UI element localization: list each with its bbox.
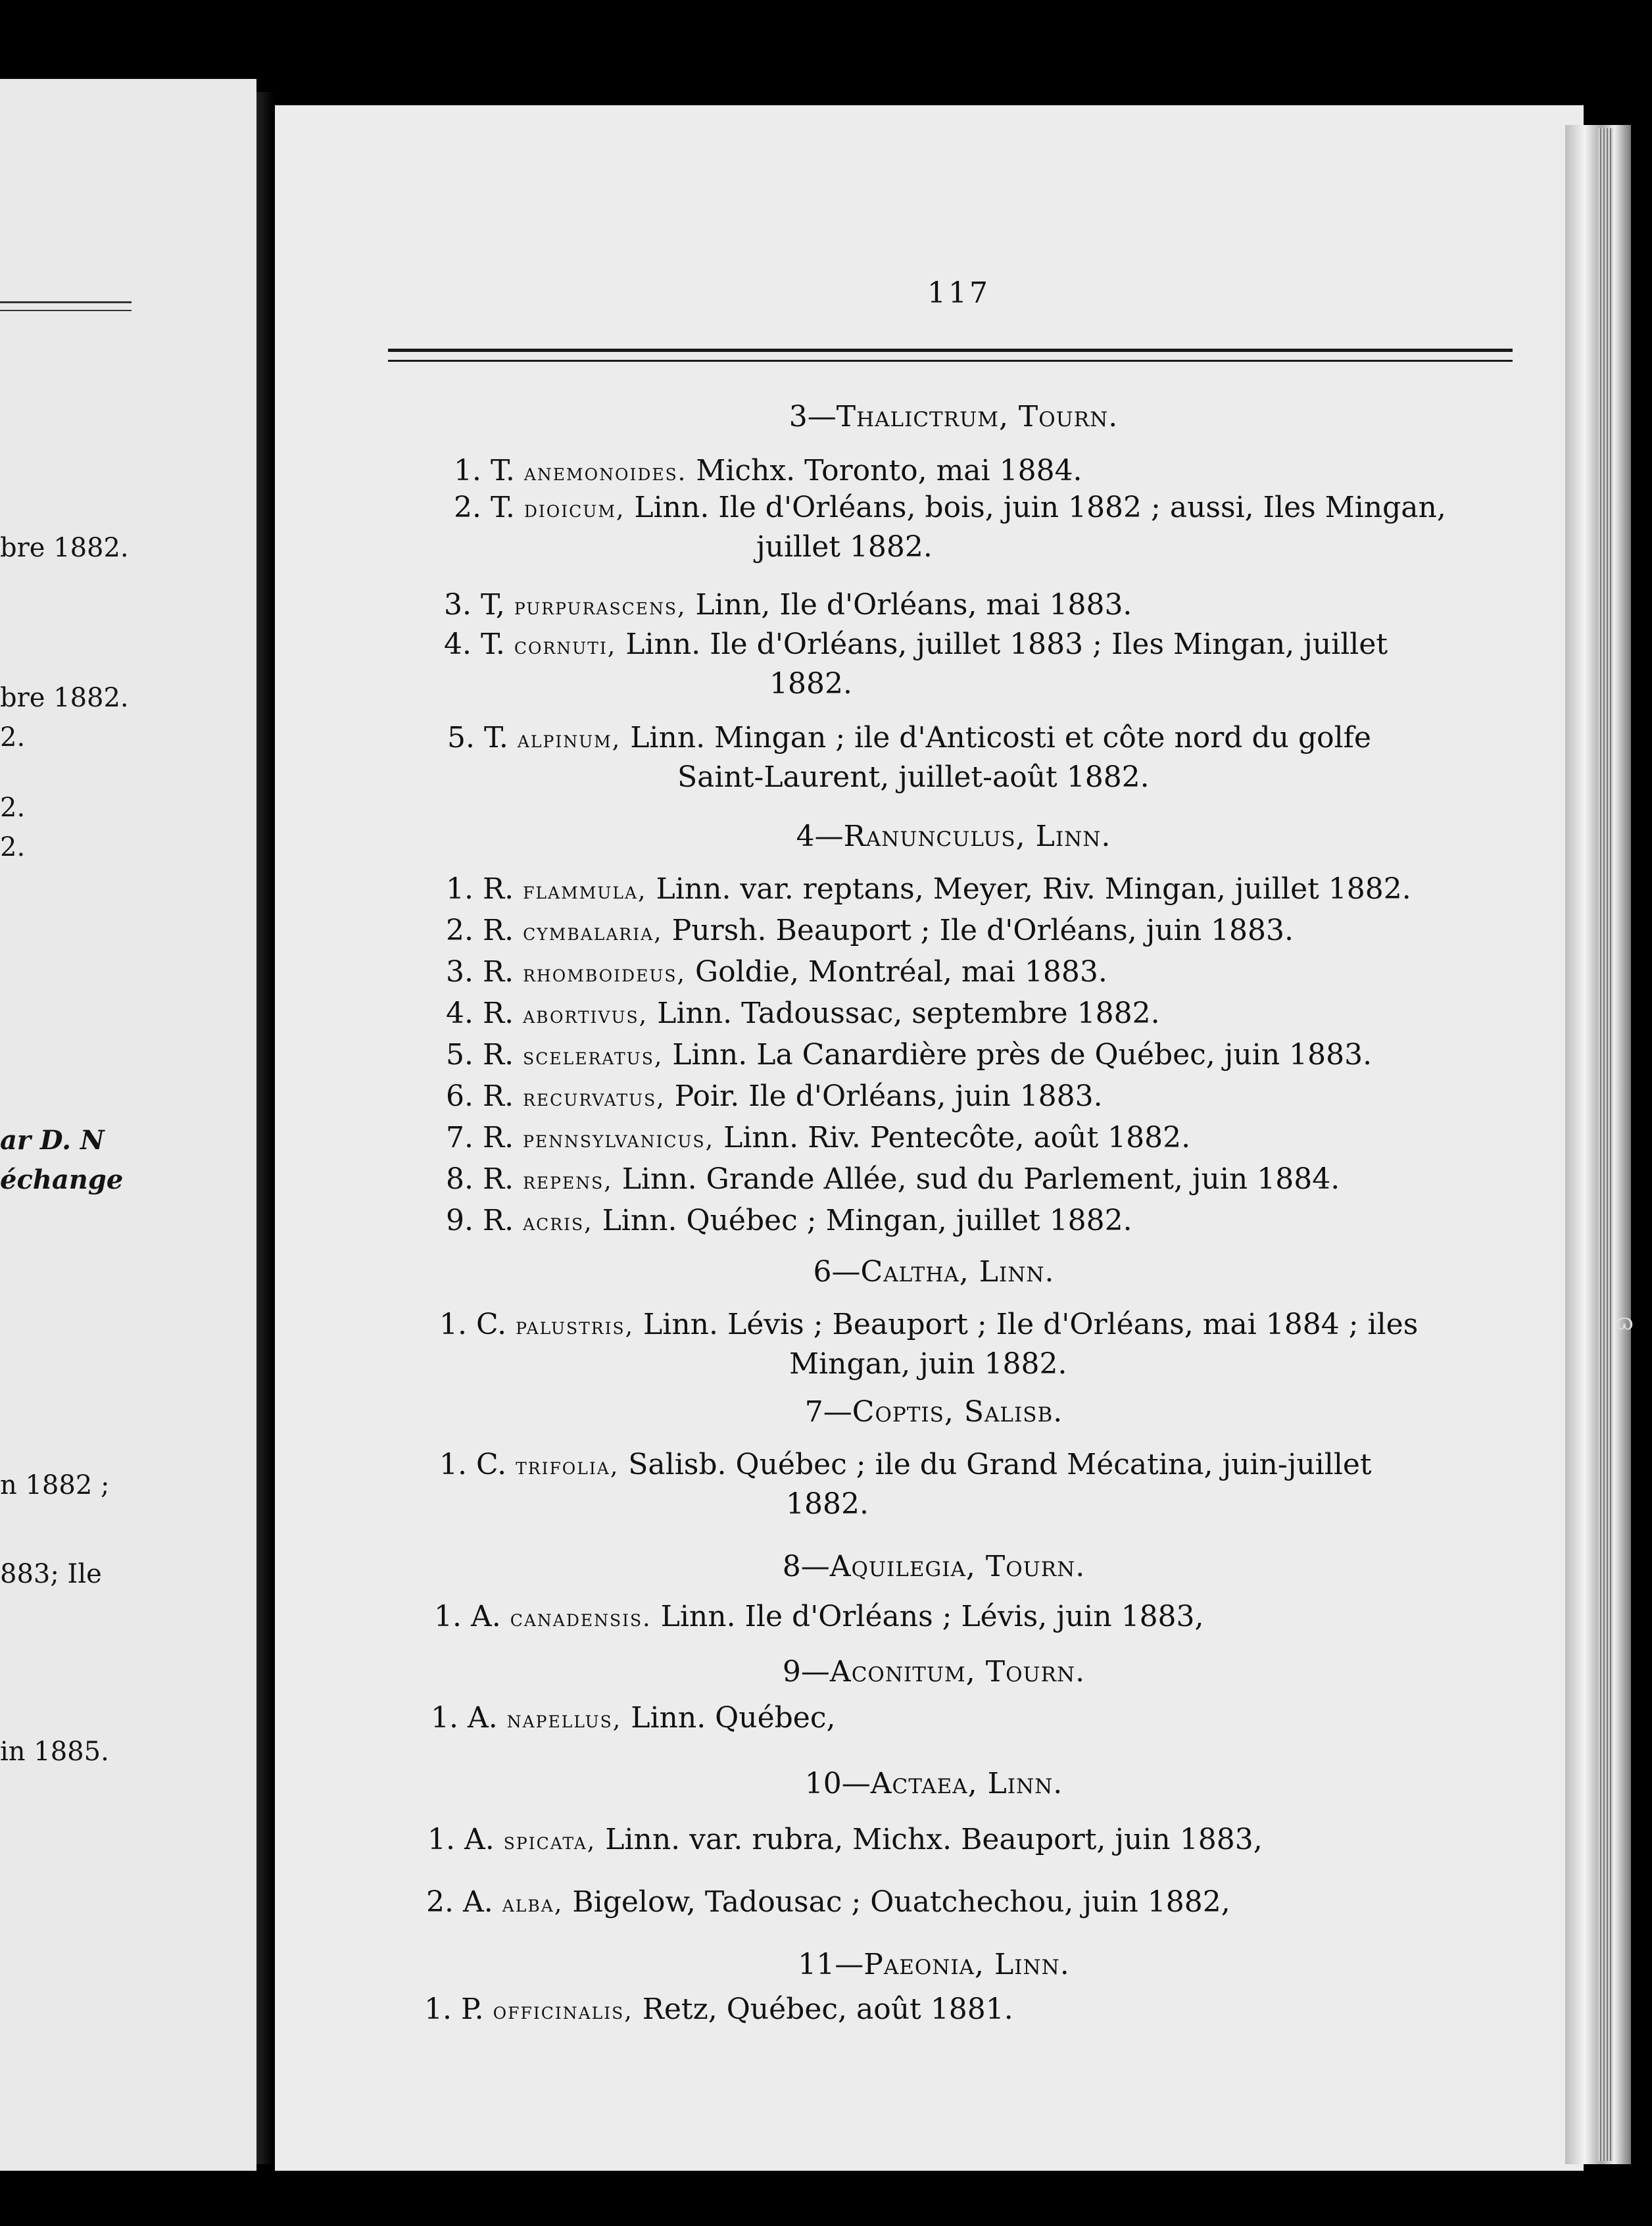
entry-genus-abbr: T. [490, 491, 515, 524]
page-number: 117 [927, 276, 990, 310]
entry-continuation: Saint-Laurent, juillet-août 1882. [677, 760, 1150, 794]
entry-number: 1. [446, 872, 474, 906]
page-stack-edge [1598, 128, 1613, 2161]
species-entry [446, 999, 1160, 1028]
entry-continuation: 1882. [769, 667, 852, 701]
species-entry [426, 1885, 1230, 1919]
entry-genus-abbr: C. [475, 1448, 507, 1481]
entry-continuation: Mingan, juin 1882. [789, 1347, 1067, 1381]
species-entry [444, 630, 1388, 659]
genus-authority: , Salisb. [944, 1395, 1063, 1429]
genus-name: Paeonia [863, 1948, 975, 1981]
previous-page-fragment: in 1885. [0, 1737, 109, 1767]
previous-page [0, 79, 256, 2171]
entry-number: 2. [446, 914, 474, 947]
species-entry [447, 721, 1371, 754]
entry-genus-abbr: A. [470, 1600, 501, 1633]
genus-number: 10— [804, 1767, 871, 1800]
entry-details: Linn. var. rubra, Michx. Beauport, juin 1883, [605, 1823, 1263, 1856]
species-entry [444, 588, 1132, 622]
entry-species-name: trifolia, [516, 1453, 620, 1480]
previous-page-fragment: 883; Ile [0, 1559, 102, 1589]
genus-authority: , Tourn. [965, 1655, 1086, 1689]
entry-genus-abbr: T, [480, 588, 505, 622]
entry-species-name: alba, [502, 1891, 564, 1917]
genus-name: Aquilegia [829, 1550, 966, 1583]
entry-species-name: abortivus, [523, 1002, 648, 1029]
entry-species-name: repens, [523, 1168, 613, 1195]
entry-details: Salisb. Québec ; ile du Grand Mécatina, juin-juillet [628, 1448, 1372, 1481]
species-entry [439, 1450, 1372, 1479]
genus-number: 6— [813, 1255, 861, 1289]
entry-genus-abbr: T. [483, 721, 508, 754]
entry-genus-abbr: R. [482, 997, 514, 1030]
previous-page-fragment: 2. [0, 793, 26, 823]
genus-authority: , Linn. [975, 1948, 1070, 1981]
entry-species-name: alpinum, [517, 726, 621, 753]
entry-details: Pursh. Beauport ; Ile d'Orléans, juin 1883. [671, 914, 1294, 947]
entry-species-name: pennsylvanicus, [523, 1126, 715, 1153]
entry-species-name: dioicum, [523, 496, 625, 523]
entry-details: Linn. Ile d'Orléans, juillet 1883 ; Iles Mingan, juillet [625, 628, 1388, 661]
entry-number: 1. [431, 1701, 458, 1735]
genus-number: 8— [782, 1550, 830, 1583]
entry-genus-abbr: R. [482, 955, 514, 989]
species-entry [427, 1825, 1263, 1854]
genus-authority: , Tourn. [965, 1550, 1086, 1583]
genus-heading [783, 1552, 1086, 1581]
genus-number: 7— [804, 1395, 852, 1429]
previous-page-fragment: échange [0, 1164, 124, 1195]
entry-number: 1. [434, 1600, 462, 1633]
margin-mark: ɷ [1615, 1309, 1634, 1335]
species-entry [439, 1310, 1418, 1339]
entry-species-name: rhomboideus, [523, 960, 686, 987]
entry-number: 3. [444, 588, 472, 622]
entry-species-name: recurvatus, [523, 1085, 666, 1112]
species-entry [446, 1038, 1373, 1072]
previous-page-fragment: 2. [0, 722, 26, 753]
entry-genus-abbr: R. [482, 1121, 514, 1154]
entry-species-name: sceleratus, [523, 1043, 664, 1070]
previous-page-fragment: bre 1882. [0, 533, 129, 563]
entry-details: Linn. var. reptans, Meyer, Riv. Mingan, juillet 1882. [656, 872, 1411, 906]
entry-number: 3. [446, 955, 474, 989]
genus-number: 9— [782, 1655, 830, 1689]
genus-name: Aconitum [829, 1655, 966, 1689]
entry-details: Linn. Tadoussac, septembre 1882. [657, 997, 1160, 1030]
entry-number: 1. [454, 454, 481, 487]
entry-details: Retz, Québec, août 1881. [642, 1992, 1013, 2026]
genus-name: Coptis [852, 1395, 944, 1429]
entry-details: Linn. Québec ; Mingan, juillet 1882. [602, 1204, 1132, 1237]
entry-species-name: napellus, [506, 1706, 622, 1733]
genus-name: Ranunculus [843, 820, 1016, 853]
entry-species-name: canadensis. [510, 1605, 652, 1632]
entry-species-name: spicata, [503, 1828, 596, 1855]
entry-number: 9. [446, 1204, 474, 1237]
species-entry [454, 454, 1082, 487]
previous-page-fragment: bre 1882. [0, 683, 129, 713]
entry-genus-abbr: R. [482, 1038, 514, 1072]
entry-details: Linn. Lévis ; Beauport ; Ile d'Orléans, mai 1884 ; iles [643, 1308, 1419, 1341]
previous-page-fragment: n 1882 ; [0, 1470, 110, 1500]
genus-number: 11— [798, 1948, 864, 1981]
previous-page-fragment: 2. [0, 832, 26, 862]
entry-details: Goldie, Montréal, mai 1883. [694, 955, 1107, 989]
entry-number: 8. [446, 1162, 474, 1196]
entry-species-name: cymbalaria, [523, 919, 663, 946]
species-entry [434, 1602, 1204, 1631]
entry-species-name: anemonoides. [523, 459, 687, 486]
entry-species-name: palustris, [516, 1313, 635, 1340]
entry-number: 1. [439, 1448, 467, 1481]
genus-heading [789, 400, 1119, 433]
entry-number: 5. [447, 721, 475, 754]
entry-species-name: officinalis, [493, 1998, 633, 2025]
entry-number: 5. [446, 1038, 474, 1072]
entry-number: 6. [446, 1079, 474, 1113]
species-entry [424, 1992, 1013, 2026]
genus-name: Caltha [860, 1255, 960, 1289]
entry-species-name: acris, [523, 1209, 593, 1236]
genus-heading [813, 1255, 1055, 1289]
entry-number: 7. [446, 1121, 474, 1154]
entry-details: Bigelow, Tadousac ; Ouatchechou, juin 1882, [572, 1885, 1230, 1919]
species-entry [454, 493, 1446, 522]
genus-authority: , Linn. [967, 1767, 1063, 1800]
gutter-shadow [256, 92, 274, 2164]
entry-number: 2. [454, 491, 481, 524]
entry-number: 2. [426, 1885, 454, 1919]
entry-number: 4. [446, 997, 474, 1030]
genus-authority: , Linn. [1015, 820, 1111, 853]
genus-heading [798, 1950, 1069, 1979]
entry-species-name: flammula, [523, 878, 647, 904]
entry-details: Linn. Ile d'Orléans ; Lévis, juin 1883, [660, 1600, 1204, 1633]
species-entry [446, 955, 1107, 989]
entry-genus-abbr: T. [480, 628, 505, 661]
entry-number: 1. [439, 1308, 467, 1341]
genus-heading [805, 1769, 1063, 1798]
entry-details: Linn. Grande Allée, sud du Parlement, juin 1884. [621, 1162, 1340, 1196]
entry-genus-abbr: C. [475, 1308, 507, 1341]
previous-page-rule [0, 301, 132, 311]
entry-genus-abbr: P. [460, 1992, 484, 2026]
entry-species-name: purpurascens, [514, 593, 687, 620]
entry-species-name: cornuti, [514, 633, 617, 660]
genus-name: Thalictrum [836, 400, 999, 433]
genus-authority: , Tourn. [998, 400, 1119, 433]
header-rule [388, 349, 1513, 362]
entry-genus-abbr: R. [482, 1162, 514, 1196]
entry-genus-abbr: R. [482, 1079, 514, 1113]
genus-number: 3— [789, 400, 837, 433]
species-entry [446, 1079, 1103, 1113]
entry-details: Linn. Ile d'Orléans, bois, juin 1882 ; aussi, Iles Mingan, [634, 491, 1446, 524]
genus-authority: , Linn. [959, 1255, 1055, 1289]
genus-heading [782, 1655, 1086, 1689]
previous-page-fragment: ar D. N [0, 1125, 105, 1156]
species-entry [431, 1701, 836, 1735]
entry-details: Linn, Ile d'Orléans, mai 1883. [695, 588, 1132, 622]
species-entry [446, 916, 1294, 945]
entry-details: Poir. Ile d'Orléans, juin 1883. [674, 1079, 1103, 1113]
entry-details: Michx. Toronto, mai 1884. [696, 454, 1082, 487]
entry-details: Linn. Mingan ; ile d'Anticosti et côte nord du golfe [630, 721, 1371, 754]
genus-name: Actaea [870, 1767, 968, 1800]
entry-continuation: 1882. [786, 1487, 869, 1521]
entry-details: Linn. Riv. Pentecôte, août 1882. [723, 1121, 1191, 1154]
entry-number: 4. [444, 628, 472, 661]
entry-genus-abbr: R. [482, 1204, 514, 1237]
species-entry [446, 1206, 1132, 1235]
genus-number: 4— [796, 820, 844, 853]
entry-genus-abbr: A. [467, 1701, 498, 1735]
entry-genus-abbr: A. [464, 1823, 495, 1856]
entry-number: 1. [424, 1992, 452, 2026]
entry-details: Linn. Québec, [631, 1701, 836, 1735]
entry-genus-abbr: R. [482, 872, 514, 906]
species-entry [446, 1162, 1340, 1196]
genus-heading [804, 1395, 1063, 1429]
genus-heading [796, 822, 1111, 851]
entry-continuation: juillet 1882. [756, 530, 933, 564]
species-entry [446, 1121, 1191, 1154]
entry-details: Linn. La Canardière près de Québec, juin 1883. [672, 1038, 1373, 1072]
entry-genus-abbr: R. [482, 914, 514, 947]
entry-number: 1. [427, 1823, 455, 1856]
entry-genus-abbr: A. [462, 1885, 493, 1919]
entry-genus-abbr: T. [490, 454, 515, 487]
species-entry [446, 872, 1411, 906]
